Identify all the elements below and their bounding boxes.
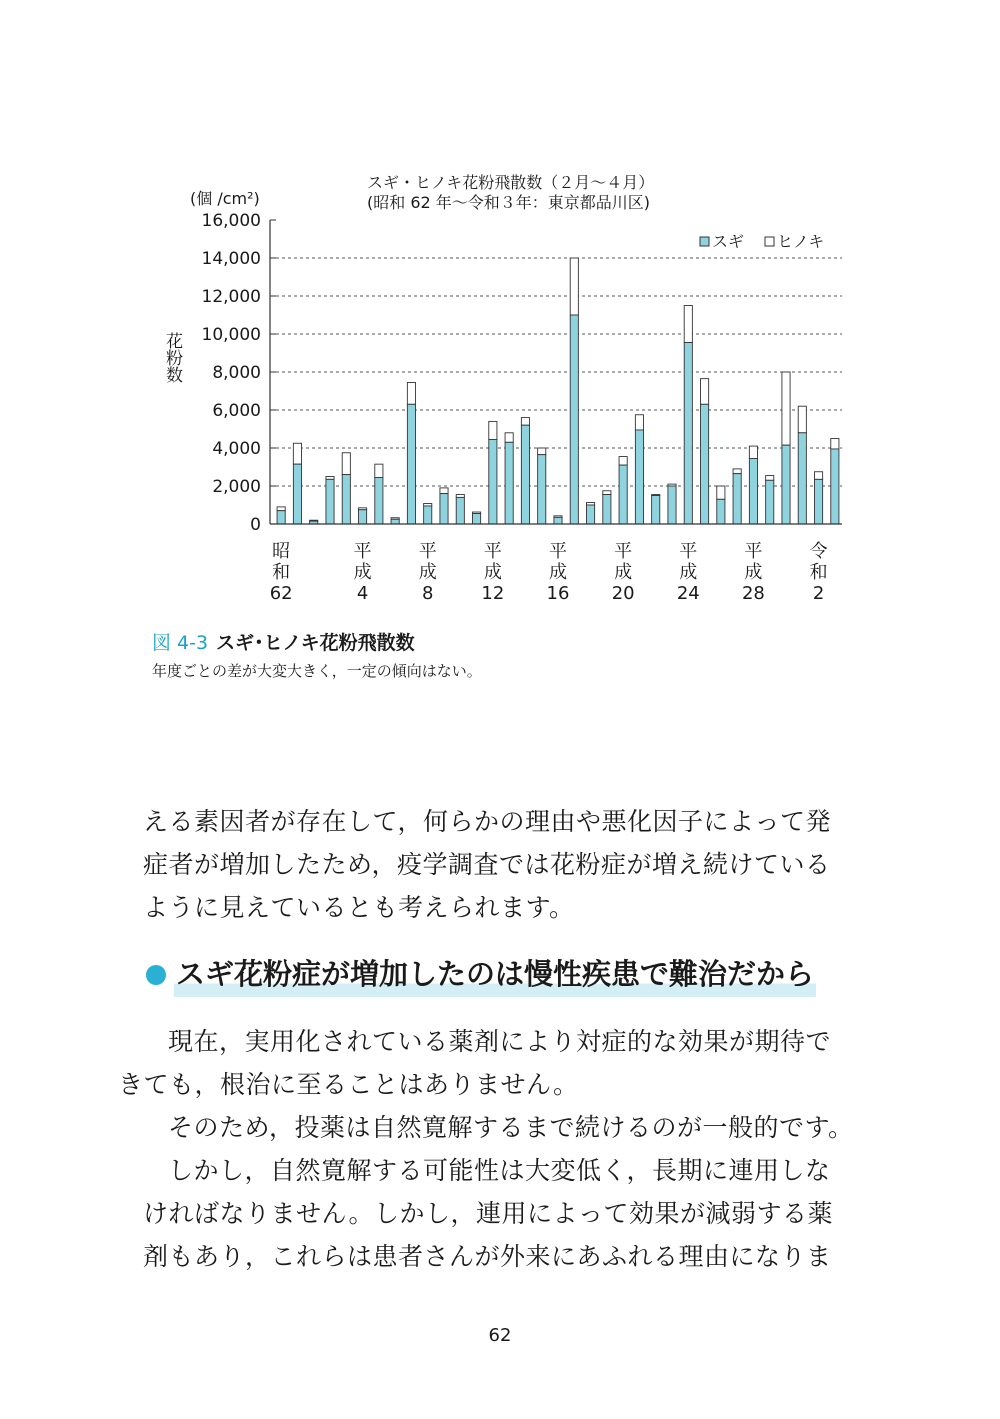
bullet-dot-icon: [146, 965, 166, 985]
bar-sugi: [603, 495, 611, 524]
pollen-chart: [0, 0, 1000, 620]
bar-hinoki: [570, 258, 578, 315]
paragraph-4: しかし，自然寛解する可能性は大変低く，長期に連用しな ければなりません。しかし，連用によって効果が減弱する薬 剤もあり，これらは患者さんが外来にあふれる理由になりま: [143, 1156, 834, 1271]
y-tick-label: 8,000: [212, 363, 261, 383]
y-axis-label: 花粉数: [162, 332, 182, 383]
y-tick-label: 12,000: [201, 287, 261, 307]
bar-hinoki: [798, 406, 806, 433]
bar-hinoki: [489, 421, 497, 439]
x-tick-year: 28: [741, 583, 765, 604]
bar-hinoki: [521, 418, 529, 426]
bar-sugi: [570, 315, 578, 524]
y-tick-label: 2,000: [212, 477, 261, 497]
x-tick-year: 8: [421, 583, 434, 604]
text-line: える素因者が存在して，何らかの理由や悪化因子によって発: [143, 807, 832, 836]
bar-sugi: [293, 464, 301, 524]
x-tick-year: 62: [269, 583, 293, 604]
x-tick-era-1: 平: [418, 541, 437, 562]
y-tick-labels: [202, 211, 261, 535]
y-tick-label: 0: [250, 515, 261, 535]
bar-sugi: [277, 511, 285, 524]
bar-hinoki: [815, 472, 823, 480]
legend-label-sugi: スギ: [712, 232, 745, 251]
x-tick-era-2: 和: [272, 562, 291, 583]
bar-sugi: [521, 425, 529, 524]
bar-hinoki: [831, 439, 839, 449]
y-tick-label: 14,000: [201, 249, 261, 269]
x-tick-era-1: 平: [483, 541, 502, 562]
bar-sugi: [798, 433, 806, 524]
x-tick-era-2: 成: [483, 562, 502, 583]
y-tick-label: 10,000: [201, 325, 261, 345]
bar-sugi: [619, 465, 627, 524]
x-tick-era-2: 成: [549, 562, 567, 583]
figure-subcaption: 年度ごとの差が大変大きく，一定の傾向はない。: [152, 662, 482, 680]
y-tick-label: 4,000: [212, 439, 261, 459]
bar-sugi: [717, 499, 725, 524]
x-tick-year: 24: [676, 583, 700, 604]
paragraph-1: [143, 800, 859, 929]
chart-bars: [277, 258, 839, 524]
paragraph-2: 現在，実用化されている薬剤により対症的な効果が期待で きても，根治に至ることはありません。: [118, 1027, 832, 1099]
x-tick-year: 20: [611, 583, 635, 604]
legend-swatch-hinoki: [765, 237, 774, 246]
x-tick-label: [419, 541, 437, 604]
bar-hinoki: [749, 446, 757, 458]
bar-sugi: [342, 475, 350, 524]
bar-sugi: [424, 506, 432, 524]
x-tick-era-1: 平: [744, 541, 763, 562]
bar-hinoki: [505, 433, 513, 443]
x-tick-era-1: 平: [549, 541, 567, 562]
chart-legend: [700, 232, 824, 251]
bar-hinoki: [701, 379, 709, 405]
x-tick-era-1: 平: [679, 541, 698, 562]
bar-sugi: [733, 474, 741, 524]
x-tick-label: [742, 541, 765, 604]
figure-number: 図 4-3: [152, 632, 209, 654]
bar-hinoki: [538, 448, 546, 455]
bar-sugi: [635, 430, 643, 524]
bar-sugi: [391, 519, 399, 524]
x-tick-year: 16: [546, 583, 570, 604]
bar-sugi: [359, 510, 367, 524]
bar-hinoki: [635, 415, 643, 430]
y-tick-label: 16,000: [201, 211, 261, 231]
x-tick-label: [481, 541, 504, 604]
bar-hinoki: [782, 372, 790, 445]
x-tick-era-2: 和: [809, 562, 828, 583]
bar-sugi: [701, 404, 709, 524]
figure-title: スギ･ヒノキ花粉飛散数: [216, 632, 415, 654]
bar-sugi: [668, 486, 676, 524]
bar-sugi: [473, 514, 481, 524]
paragraph-3: そのため，投薬は自然寛解するまで続けるのが一般的です。: [168, 1113, 854, 1142]
figure-caption: [152, 628, 415, 655]
bar-sugi: [815, 479, 823, 524]
bar-hinoki: [277, 507, 285, 511]
bar-hinoki: [717, 486, 725, 499]
text-line: ように見えているとも考えられます。: [143, 893, 575, 922]
bar-sugi: [407, 404, 415, 524]
x-tick-era-1: 平: [614, 541, 633, 562]
bar-hinoki: [342, 453, 350, 475]
x-tick-era-1: 令: [809, 541, 828, 562]
bar-sugi: [684, 343, 692, 524]
bar-sugi: [782, 445, 790, 524]
y-unit-label: (個 /cm²): [190, 189, 260, 208]
bar-hinoki: [440, 488, 448, 494]
x-tick-label: [547, 541, 570, 604]
section-heading: [146, 952, 816, 997]
bar-hinoki: [375, 464, 383, 477]
bar-sugi: [554, 517, 562, 524]
x-tick-year: 4: [356, 583, 369, 604]
bar-sugi: [326, 479, 334, 524]
x-tick-year: 2: [812, 583, 825, 604]
bar-sugi: [456, 497, 464, 524]
x-tick-era-2: 成: [679, 562, 698, 583]
x-tick-era-2: 成: [353, 562, 372, 583]
x-tick-year: 12: [481, 583, 505, 604]
x-tick-label: [612, 541, 635, 604]
x-tick-era-2: 成: [744, 562, 763, 583]
text-line: 症者が増加したため，疫学調査では花粉症が増え続けている: [143, 850, 831, 879]
bar-hinoki: [603, 491, 611, 495]
bar-hinoki: [407, 382, 415, 404]
bar-hinoki: [293, 443, 301, 464]
x-tick-label: [354, 541, 372, 604]
bar-sugi: [440, 494, 448, 524]
bar-sugi: [766, 480, 774, 524]
bar-hinoki: [619, 457, 627, 466]
y-tick-label: 6,000: [212, 401, 261, 421]
chart-title: スギ・ヒノキ花粉飛散数（２月〜４月）: [367, 173, 655, 192]
bar-sugi: [538, 455, 546, 524]
x-tick-era-1: 平: [353, 541, 372, 562]
x-tick-era-2: 成: [418, 562, 437, 583]
bar-sugi: [489, 439, 497, 524]
bar-sugi: [831, 449, 839, 524]
bar-sugi: [375, 477, 383, 524]
section-heading-text: スギ花粉症が増加したのは慢性疾患で難治だから: [174, 952, 816, 997]
bar-sugi: [505, 442, 513, 524]
legend-label-hinoki: ヒノキ: [777, 232, 825, 251]
x-tick-labels: [270, 541, 828, 604]
x-tick-label: [270, 541, 293, 604]
bar-hinoki: [684, 306, 692, 343]
bar-sugi: [749, 458, 757, 524]
bar-sugi: [587, 505, 595, 524]
body-paragraphs: [118, 1020, 859, 1278]
x-tick-era-2: 成: [614, 562, 633, 583]
page-number: 62: [488, 1325, 512, 1346]
bar-sugi: [652, 496, 660, 525]
chart-subtitle: (昭和 62 年〜令和３年：東京都品川区): [367, 193, 651, 212]
x-tick-era-1: 昭: [272, 541, 291, 562]
x-tick-label: [810, 541, 828, 604]
legend-swatch-sugi: [700, 237, 709, 246]
bar-hinoki: [766, 476, 774, 481]
x-tick-label: [677, 541, 700, 604]
bar-hinoki: [733, 469, 741, 474]
